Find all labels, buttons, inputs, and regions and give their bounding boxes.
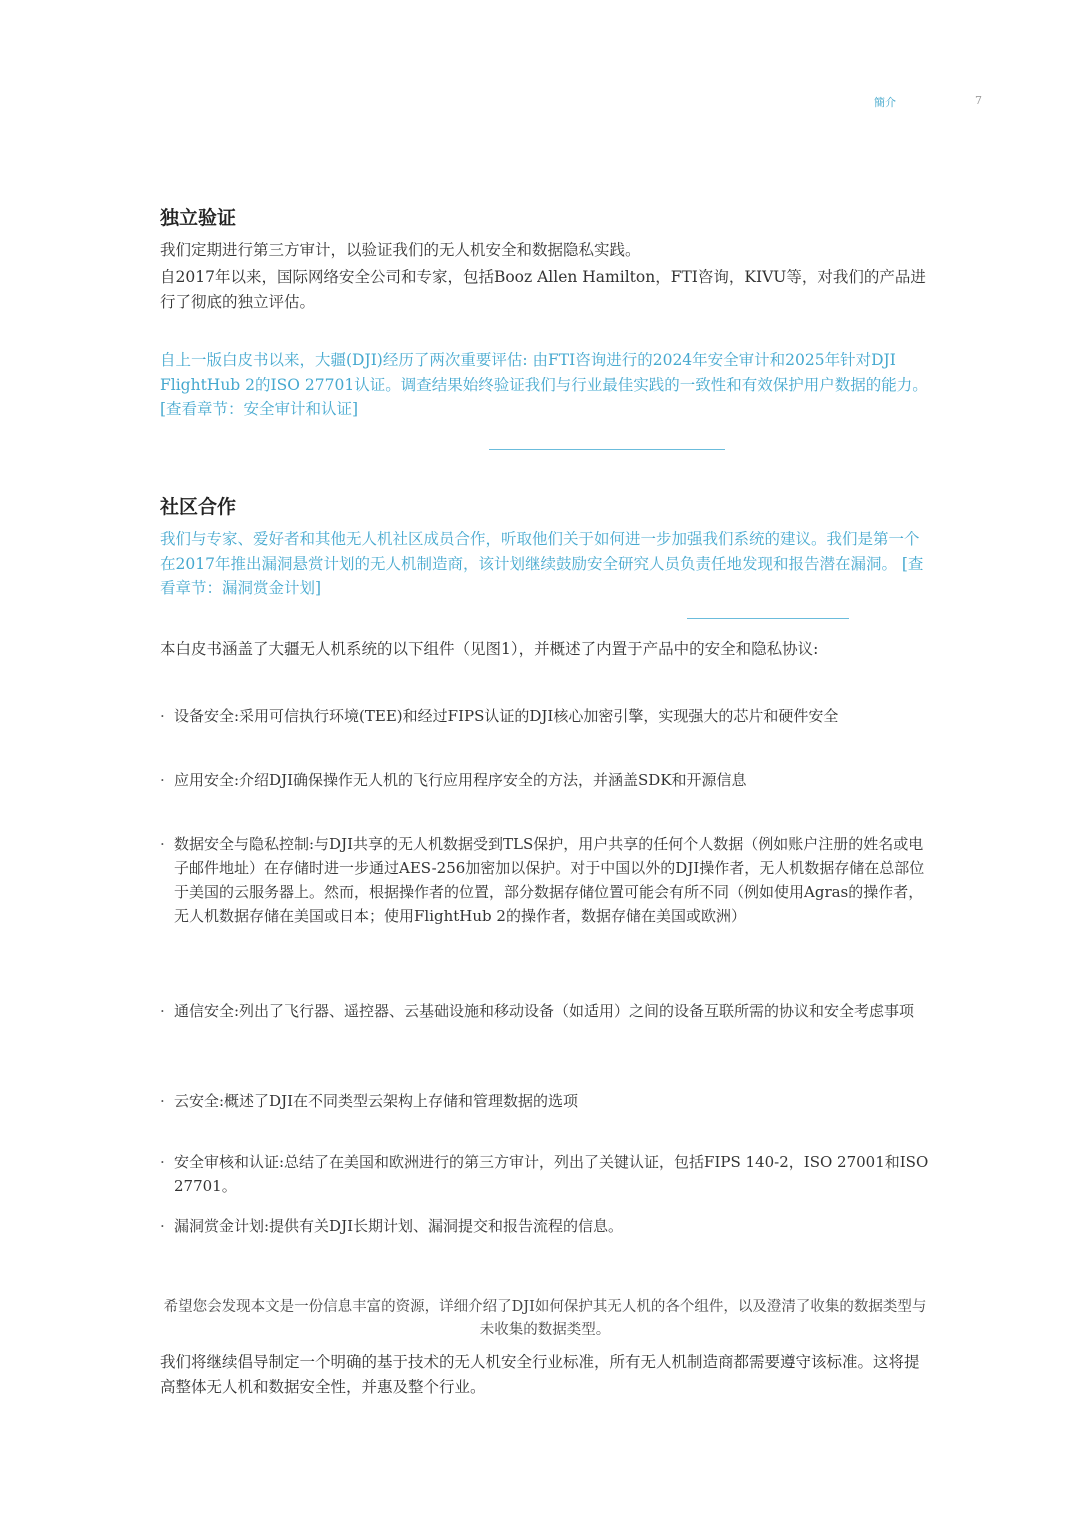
divider-line — [489, 449, 725, 450]
bullet-dot: · — [160, 835, 165, 853]
bullet-data-security — [160, 832, 930, 928]
independent-paragraph-2: 自2017年以来，国际网络安全公司和专家，包括Booz Allen Hamilton，FTI咨询，KIVU等，对我们的产品进行了彻底的独立评估。 — [160, 268, 926, 311]
bullet-bug-bounty — [160, 1214, 930, 1238]
page-number: 7 — [975, 94, 982, 107]
bullet-audits-certifications — [160, 1150, 930, 1198]
closing-final-paragraph: 我们将继续倡导制定一个明确的基于技术的无人机安全行业标准，所有无人机制造商都需要遵守该标准。这将提高整体无人机和数据安全性，并惠及整个行业。 — [160, 1353, 920, 1396]
bullet-text: 漏洞赏金计划:提供有关DJI长期计划、漏洞提交和报告流程的信息。 — [174, 1217, 624, 1235]
bullet-dot: · — [160, 771, 165, 789]
independent-verification-heading: 独立验证 — [160, 207, 237, 229]
bullet-communication-security — [160, 999, 930, 1023]
bullet-app-security — [160, 768, 930, 792]
closing-centered-paragraph: 希望您会发现本文是一份信息丰富的资源，详细介绍了DJI如何保护其无人机的各个组件，以及澄清了收集的数据类型与未收集的数据类型。 — [163, 1298, 927, 1338]
bullet-text: 通信安全:列出了飞行器、遥控器、云基础设施和移动设备（如适用）之间的设备互联所需的协议和安全考虑事项 — [174, 1002, 915, 1020]
divider-line-short — [687, 618, 849, 619]
bullet-dot: · — [160, 1153, 165, 1171]
bullet-dot: · — [160, 1002, 165, 1020]
bullet-text: 安全审核和认证:总结了在美国和欧洲进行的第三方审计，列出了关键认证，包括FIPS 140-2，ISO 27001和ISO 27701。 — [174, 1153, 929, 1195]
overview-paragraph: 本白皮书涵盖了大疆无人机系统的以下组件（见图1），并概述了内置于产品中的安全和隐私协议: — [160, 640, 819, 658]
independent-paragraph-3: 自上一版白皮书以来，大疆(DJI)经历了两次重要评估: 由FTI咨询进行的2024年安全审计和2025年针对DJI FlightHub 2的ISO 27701认证。调查结果始终验证我们与行业最佳实践的一致性和有效保护用户数据的能力。 [查看章节：安全审计和认证] — [160, 351, 928, 418]
bullet-text: 设备安全:采用可信执行环境(TEE)和经过FIPS认证的DJI核心加密引擎，实现强大的芯片和硬件安全 — [174, 707, 839, 725]
bullet-dot: · — [160, 1092, 165, 1110]
bullet-dot: · — [160, 707, 165, 725]
running-header-section: 簡介 — [874, 96, 896, 109]
bullet-dot: · — [160, 1217, 165, 1235]
community-paragraph: 我们与专家、爱好者和其他无人机社区成员合作，听取他们关于如何进一步加强我们系统的建议。我们是第一个在2017年推出漏洞悬赏计划的无人机制造商，该计划继续鼓励安全研究人员负责任地发现和报告潜在漏洞。 [查看章节：漏洞赏金计划] — [160, 530, 924, 597]
bullet-text: 应用安全:介绍DJI确保操作无人机的飞行应用程序安全的方法，并涵盖SDK和开源信息 — [174, 771, 747, 789]
community-collaboration-heading: 社区合作 — [160, 496, 237, 518]
bullet-device-security — [160, 704, 930, 728]
independent-paragraph-1: 我们定期进行第三方审计，以验证我们的无人机安全和数据隐私实践。 — [160, 241, 641, 259]
bullet-cloud-security — [160, 1089, 930, 1113]
bullet-text: 数据安全与隐私控制:与DJI共享的无人机数据受到TLS保护，用户共享的任何个人数据（例如账户注册的姓名或电子邮件地址）在存储时进一步通过AES-256加密加以保护。对于中国以外的DJI操作者，无人机数据存储在总部位于美国的云服务器上。然而，根据操作者的位置，部分数据存储位置可能会有所不同（例如使用Agras的操作者，无人机数据存储在美国或日本；使用FlightHub 2的操作者，数据存储在美国或欧洲） — [174, 835, 925, 925]
bullet-text: 云安全:概述了DJI在不同类型云架构上存储和管理数据的选项 — [174, 1092, 579, 1110]
